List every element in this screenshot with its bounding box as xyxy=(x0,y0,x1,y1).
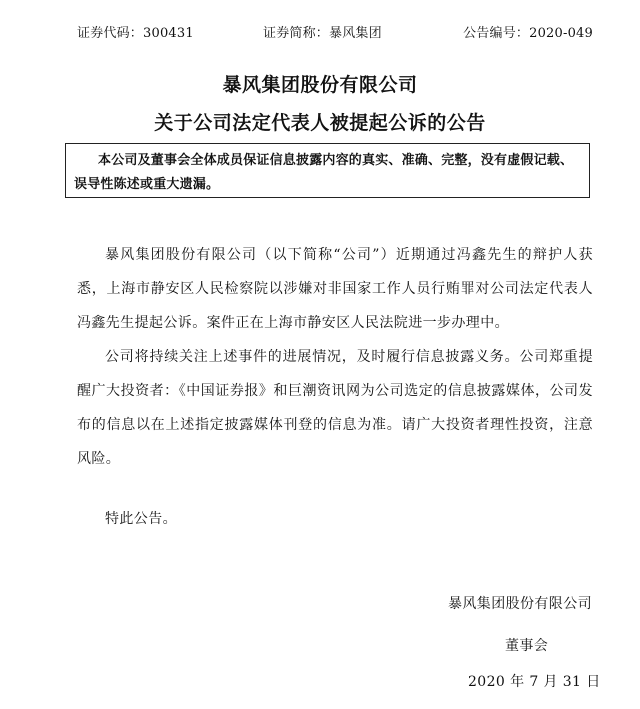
announcement-header xyxy=(77,22,593,42)
signature-company: 暴风集团股份有限公司 xyxy=(448,596,592,612)
stock-code: 证券代码：300431 xyxy=(77,26,194,41)
signature-date: 2020 年 7 月 31 日 xyxy=(468,674,601,690)
body-paragraph-1: 暴风集团股份有限公司（以下简称“公司”）近期通过冯鑫先生的辩护人获悉，上海市静安区人民检察院以涉嫌对非国家工作人员行贿罪对公司法定代表人冯鑫先生提起公诉。案件正在上海市静安区人民法院进一步办理中。 xyxy=(77,247,593,331)
stock-short-name: 证券简称：暴风集团 xyxy=(263,26,382,41)
company-title: 暴风集团股份有限公司 xyxy=(222,74,418,96)
disclaimer-box: 本公司及董事会全体成员保证信息披露内容的真实、准确、完整，没有虚假记载、误导性陈述或重大遗漏。 xyxy=(65,143,590,198)
announcement-title: 关于公司法定代表人被提起公诉的公告 xyxy=(154,112,486,134)
signature-board: 董事会 xyxy=(505,638,549,654)
announcement-number: 公告编号：2020-049 xyxy=(463,26,593,41)
body-paragraph-2: 公司将持续关注上述事件的进展情况，及时履行信息披露义务。公司郑重提醒广大投资者：《中国证券报》和巨潮资讯网为公司选定的信息披露媒体，公司发布的信息以在上述指定披露媒体刊登的信息为准。请广大投资者理性投资，注意风险。 xyxy=(77,349,593,467)
closing-statement: 特此公告。 xyxy=(105,511,177,527)
